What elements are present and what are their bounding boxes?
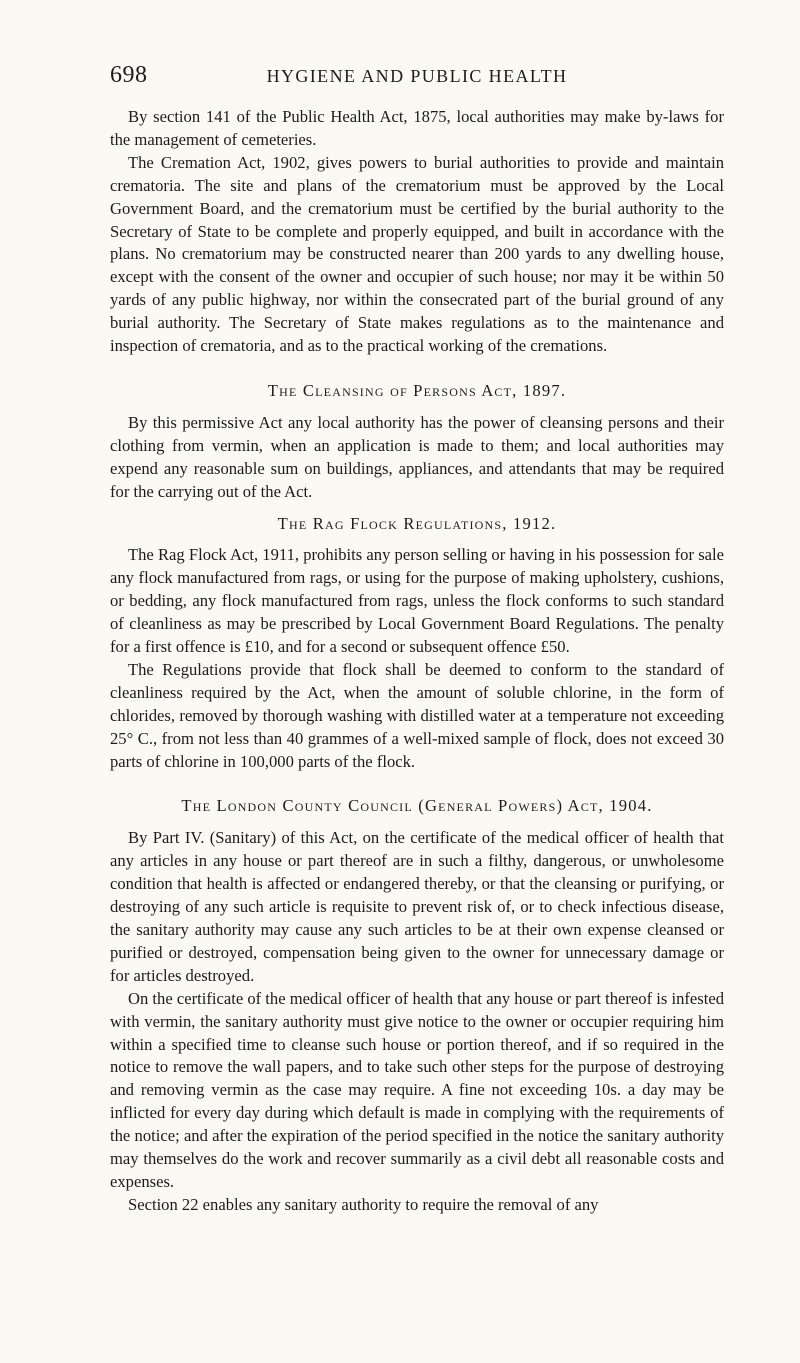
paragraph-cleansing-persons: By this permissive Act any local authority has the power of cleansing persons and their clothing from vermin, when an application is made to them; and local authorities may expend any reasonable sum on buildings, appliances, and attendants that may be required for the carrying out of the Act. — [110, 412, 724, 501]
paragraph-flock-standard: The Regulations provide that flock shall be deemed to conform to the standard of cleanliness required by the Act, when the amount of soluble chlorine, in the form of chlorides, removed by thorough washing with distilled water at a temperature not exceeding 25° C., from not less than 40 grammes of a well-mixed sample of flock, does not exceed 30 parts of chlorine in 100,000 parts of the flock. — [110, 659, 724, 771]
paragraph-cemetery-bylaws: By section 141 of the Public Health Act, 1875, local authorities may make by-laws for the management of cemeteries. — [110, 107, 724, 149]
london-county-council-section — [110, 827, 724, 1216]
paragraph-part-iv-sanitary: By Part IV. (Sanitary) of this Act, on the certificate of the medical officer of health that any articles in any house or part thereof are in such a filthy, dangerous, or unwholesome condition that health is affected or endangered thereby, or that the cleansing or purifying, or destroying of any such article is requisite to prevent risk of, or to check infectious disease, the sanitary authority may cause any such articles to be at their own expense cleansed or purified or destroyed, compensation being given to the owner for unnecessary damage or for articles destroyed. — [110, 828, 724, 985]
cleansing-of-persons-section — [110, 412, 724, 504]
rag-flock-section — [110, 544, 724, 773]
paragraph-rag-flock-act: The Rag Flock Act, 1911, prohibits any person selling or having in his possession for sale any flock manufactured from rags, or using for the purpose of making upholstery, cushions, or bedding, any flock manufactured from rags, unless the flock conforms to such standard of cleanliness as may be prescribed by Local Government Board Regulations. The penalty for a first offence is £10, and for a second or subsequent offence £50. — [110, 545, 724, 657]
heading-london-county-council-act: The London County Council (General Powers) Act, 1904. — [181, 796, 653, 816]
page-number: 698 — [110, 62, 148, 88]
heading-rag-flock-regulations: The Rag Flock Regulations, 1912. — [277, 513, 557, 533]
paragraph-vermin-notice: On the certificate of the medical officer of health that any house or part thereof is infested with vermin, the sanitary authority must give notice to the owner or occupier requiring him within a specified time to cleanse such house or portion thereof, and if so required in the notice to remove the wall papers, and to take such other steps for the purpose of destroying and removing vermin as the case may require. A fine not exceeding 10s. a day may be inflicted for every day during which default is made in complying with the requirements of the notice; and after the expiration of the period specified in the notice the sanitary authority may themselves do the work and recover summarily as a civil debt all reasonable costs and expenses. — [110, 988, 724, 1191]
paragraph-cremation-act: The Cremation Act, 1902, gives powers to burial authorities to provide and maintain crematoria. The site and plans of the crematorium must be approved by the Local Government Board, and the crematorium must be certified by the burial authority to the Secretary of State to be complete and properly equipped, and built in accordance with the plans. No crematorium may be constructed nearer than 200 yards to any dwelling house, except with the consent of the owner and occupier of such house; nor may it be within 50 yards of any public highway, nor within the consecrated part of the burial ground of any burial authority. The Secretary of State makes regulations as to the maintenance and inspection of crematoria, and as to the practical working of the cremations. — [110, 152, 724, 356]
cemeteries-cremation-section — [110, 106, 724, 358]
running-title: HYGIENE AND PUBLIC HEALTH — [266, 66, 568, 86]
heading-cleansing-of-persons-act: The Cleansing of Persons Act, 1897. — [267, 380, 567, 400]
paragraph-section-22: Section 22 enables any sanitary authority to require the removal of any — [128, 1194, 599, 1214]
book-page — [110, 62, 724, 1217]
running-head — [110, 62, 724, 96]
